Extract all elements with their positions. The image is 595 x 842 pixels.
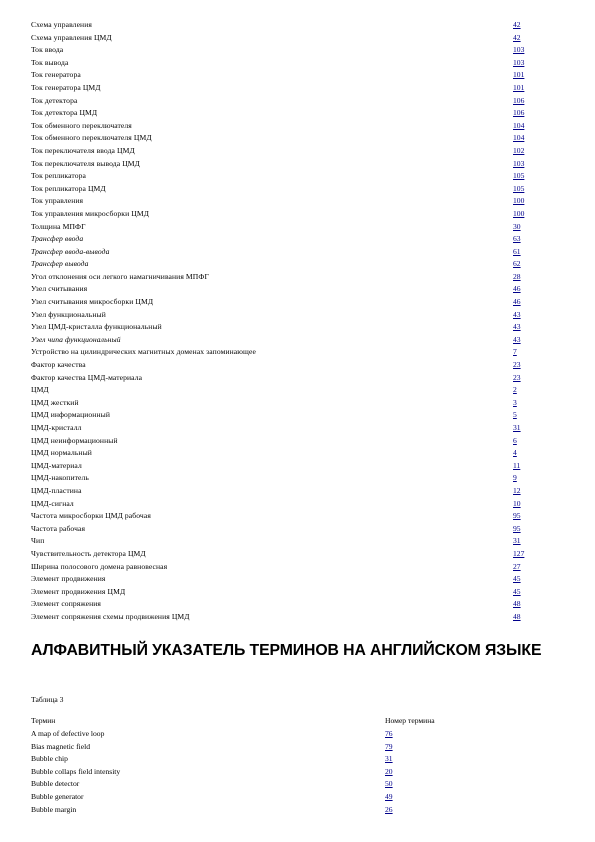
index-page-link[interactable]: 45 (513, 574, 521, 584)
index-row (31, 271, 531, 284)
table-row (31, 804, 531, 817)
table-row (31, 753, 531, 766)
index-row (31, 57, 531, 70)
index-term: ЦМД-сигнал (31, 498, 74, 508)
english-term-table (31, 728, 531, 816)
index-row (31, 120, 531, 133)
english-term: Bubble detector (31, 779, 80, 789)
index-row (31, 472, 531, 485)
index-term: Ток переключателя вывода ЦМД (31, 158, 140, 168)
index-row (31, 409, 531, 422)
index-page-link[interactable]: 100 (513, 196, 525, 206)
english-term: Bubble generator (31, 791, 84, 801)
index-page-link[interactable]: 63 (513, 234, 521, 244)
index-page-link[interactable]: 23 (513, 360, 521, 370)
index-page-link[interactable]: 62 (513, 259, 521, 269)
index-term: Угол отклонения оси легкого намагничивания МПФГ (31, 271, 209, 281)
index-row (31, 435, 531, 448)
section-heading: АЛФАВИТНЫЙ УКАЗАТЕЛЬ ТЕРМИНОВ НА АНГЛИЙСКОМ ЯЗЫКЕ (31, 642, 542, 659)
index-row (31, 397, 531, 410)
index-row (31, 460, 531, 473)
index-page-link[interactable]: 102 (513, 145, 525, 155)
index-row (31, 170, 531, 183)
index-page-link[interactable]: 103 (513, 158, 525, 168)
index-page-link[interactable]: 31 (513, 423, 521, 432)
index-row (31, 611, 531, 624)
index-term: Трансфер вывода (31, 259, 89, 269)
index-term: Ширина полосового домена равновесная (31, 561, 168, 571)
index-term: Узел функциональный (31, 309, 106, 319)
term-number-link[interactable]: 20 (385, 766, 393, 776)
index-term: Ток репликатора ЦМД (31, 183, 106, 193)
english-term: Bias magnetic field (31, 741, 91, 751)
index-row (31, 422, 531, 435)
index-row (31, 233, 531, 246)
index-row (31, 535, 531, 548)
index-page-link[interactable]: 106 (513, 108, 525, 118)
column-header-term: Термин (31, 716, 56, 725)
index-term: ЦМД неинформационный (31, 435, 118, 445)
index-term: ЦМД жесткий (31, 397, 79, 407)
english-term: A map of defective loop (31, 729, 105, 738)
term-number-link[interactable]: 31 (385, 754, 393, 764)
index-term: Схема управления (31, 20, 92, 29)
index-page-link[interactable]: 2 (513, 385, 517, 395)
index-page-link[interactable]: 7 (513, 347, 517, 357)
index-page-link[interactable]: 48 (513, 611, 521, 621)
term-number-link[interactable]: 26 (385, 804, 393, 814)
index-term: ЦМД-пластина (31, 485, 82, 495)
index-term: Ток обменного переключателя (31, 120, 132, 130)
index-page-link[interactable]: 30 (513, 221, 521, 231)
index-row (31, 95, 531, 108)
term-number-link[interactable]: 79 (385, 741, 393, 751)
index-row (31, 384, 531, 397)
index-term: Трансфер ввода (31, 234, 84, 244)
index-row (31, 548, 531, 561)
english-term: Bubble margin (31, 804, 77, 814)
index-row (31, 296, 531, 309)
index-term: Ток детектора ЦМД (31, 108, 98, 118)
index-term: Толщина МПФГ (31, 221, 86, 231)
english-term: Bubble collaps field intensity (31, 766, 121, 776)
index-page-link[interactable]: 28 (513, 271, 521, 281)
index-page-link[interactable]: 5 (513, 410, 517, 420)
index-row (31, 309, 531, 322)
index-row (31, 82, 531, 95)
index-term: Ток детектора (31, 95, 78, 105)
index-page-link[interactable]: 106 (513, 95, 525, 105)
table-row (31, 728, 531, 741)
index-term: Ток генератора (31, 70, 81, 80)
table-row (31, 766, 531, 779)
index-term: Чувствительность детектора ЦМД (31, 548, 146, 558)
index-page-link[interactable]: 42 (513, 32, 521, 42)
index-row (31, 372, 531, 385)
table-row (31, 791, 531, 804)
index-row (31, 359, 531, 372)
index-term: ЦМД (31, 385, 49, 395)
index-page-link[interactable]: 43 (513, 322, 521, 332)
index-term: Ток генератора ЦМД (31, 82, 101, 92)
index-page-link[interactable]: 105 (513, 171, 525, 181)
index-term: Ток переключателя ввода ЦМД (31, 145, 135, 155)
index-term: Узел считывания (31, 284, 88, 294)
index-term: Ток управления микросборки ЦМД (31, 208, 149, 218)
index-term: Элемент продвижения ЦМД (31, 586, 126, 596)
index-row (31, 145, 531, 158)
english-term: Bubble chip (31, 754, 68, 764)
index-page-link[interactable]: 11 (513, 460, 521, 470)
index-term: Ток ввода (31, 45, 64, 55)
index-page-link[interactable]: 45 (513, 586, 521, 596)
index-term: Ток управления (31, 196, 84, 206)
index-page-link[interactable]: 103 (513, 45, 525, 55)
index-row (31, 195, 531, 208)
index-row (31, 132, 531, 145)
index-row (31, 598, 531, 611)
index-row (31, 183, 531, 196)
index-term: Частота рабочая (31, 523, 86, 533)
index-page-link[interactable]: 31 (513, 536, 521, 546)
index-row (31, 246, 531, 259)
index-page-link[interactable]: 43 (513, 334, 521, 344)
index-page-link[interactable]: 23 (513, 372, 521, 382)
index-page-link[interactable]: 3 (513, 397, 517, 407)
index-term: Чип (31, 536, 45, 546)
index-page-link[interactable]: 101 (513, 82, 525, 92)
index-term: Узел ЦМД-кристалла функциональный (31, 322, 162, 332)
index-row (31, 107, 531, 120)
index-term: Элемент сопряжения схемы продвижения ЦМД (31, 611, 190, 621)
index-row (31, 44, 531, 57)
table-caption: Таблица 3 (31, 695, 64, 704)
index-page-link[interactable]: 104 (513, 133, 525, 143)
index-term: Устройство на цилиндрических магнитных доменах запоминающее (31, 347, 256, 357)
index-term: Схема управления ЦМД (31, 32, 112, 42)
index-row (31, 573, 531, 586)
index-term: Узел чипа функциональный (31, 334, 121, 344)
index-row (31, 334, 531, 347)
index-page-link[interactable]: 61 (513, 246, 521, 256)
index-page-link[interactable]: 43 (513, 309, 521, 319)
index-row (31, 561, 531, 574)
index-page-link[interactable]: 103 (513, 57, 525, 67)
index-term: Элемент продвижения (31, 574, 106, 584)
index-page-link[interactable]: 95 (513, 523, 521, 533)
index-term: Ток вывода (31, 57, 69, 67)
index-row (31, 498, 531, 511)
index-page-link[interactable]: 10 (513, 498, 521, 508)
index-row (31, 523, 531, 536)
table-row (31, 741, 531, 754)
index-row (31, 510, 531, 523)
index-row (31, 158, 531, 171)
index-page-link[interactable]: 4 (513, 448, 517, 458)
index-page-link[interactable]: 42 (513, 20, 521, 29)
index-row (31, 346, 531, 359)
russian-term-index (31, 19, 531, 624)
index-row (31, 32, 531, 45)
index-term: ЦМД нормальный (31, 448, 92, 458)
index-term: Фактор качества ЦМД-материала (31, 372, 143, 382)
index-page-link[interactable]: 9 (513, 473, 517, 483)
table-row (31, 778, 531, 791)
index-term: Трансфер ввода-вывода (31, 246, 110, 256)
index-page-link[interactable]: 46 (513, 284, 521, 294)
term-number-link[interactable]: 49 (385, 791, 393, 801)
index-row (31, 586, 531, 599)
index-page-link[interactable]: 46 (513, 297, 521, 307)
index-row (31, 447, 531, 460)
index-page-link[interactable]: 27 (513, 561, 521, 571)
column-header-number: Номер термина (385, 716, 435, 725)
index-page-link[interactable]: 48 (513, 599, 521, 609)
index-term: Элемент сопряжения (31, 599, 101, 609)
index-page-link[interactable]: 127 (513, 548, 525, 558)
term-number-link[interactable]: 50 (385, 779, 393, 789)
index-term: ЦМД-кристалл (31, 423, 82, 432)
index-row (31, 208, 531, 221)
index-term: ЦМД-накопитель (31, 473, 89, 483)
index-page-link[interactable]: 105 (513, 183, 525, 193)
index-page-link[interactable]: 6 (513, 435, 517, 445)
index-page-link[interactable]: 95 (513, 511, 521, 521)
index-page-link[interactable]: 104 (513, 120, 525, 130)
index-term: Узел считывания микросборки ЦМД (31, 297, 154, 307)
index-row (31, 221, 531, 234)
index-term: ЦМД информационный (31, 410, 110, 420)
index-page-link[interactable]: 101 (513, 70, 525, 80)
index-term: ЦМД-материал (31, 460, 82, 470)
index-term: Фактор качества (31, 360, 86, 370)
index-term: Ток репликатора (31, 171, 86, 181)
index-row (31, 19, 531, 32)
index-page-link[interactable]: 12 (513, 485, 521, 495)
index-row (31, 69, 531, 82)
index-term: Ток обменного переключателя ЦМД (31, 133, 152, 143)
english-table-header (31, 714, 531, 728)
term-number-link[interactable]: 76 (385, 729, 393, 738)
index-row (31, 485, 531, 498)
index-row (31, 258, 531, 271)
index-page-link[interactable]: 100 (513, 208, 525, 218)
index-row (31, 283, 531, 296)
index-row (31, 321, 531, 334)
index-term: Частота микросборки ЦМД рабочая (31, 511, 151, 521)
